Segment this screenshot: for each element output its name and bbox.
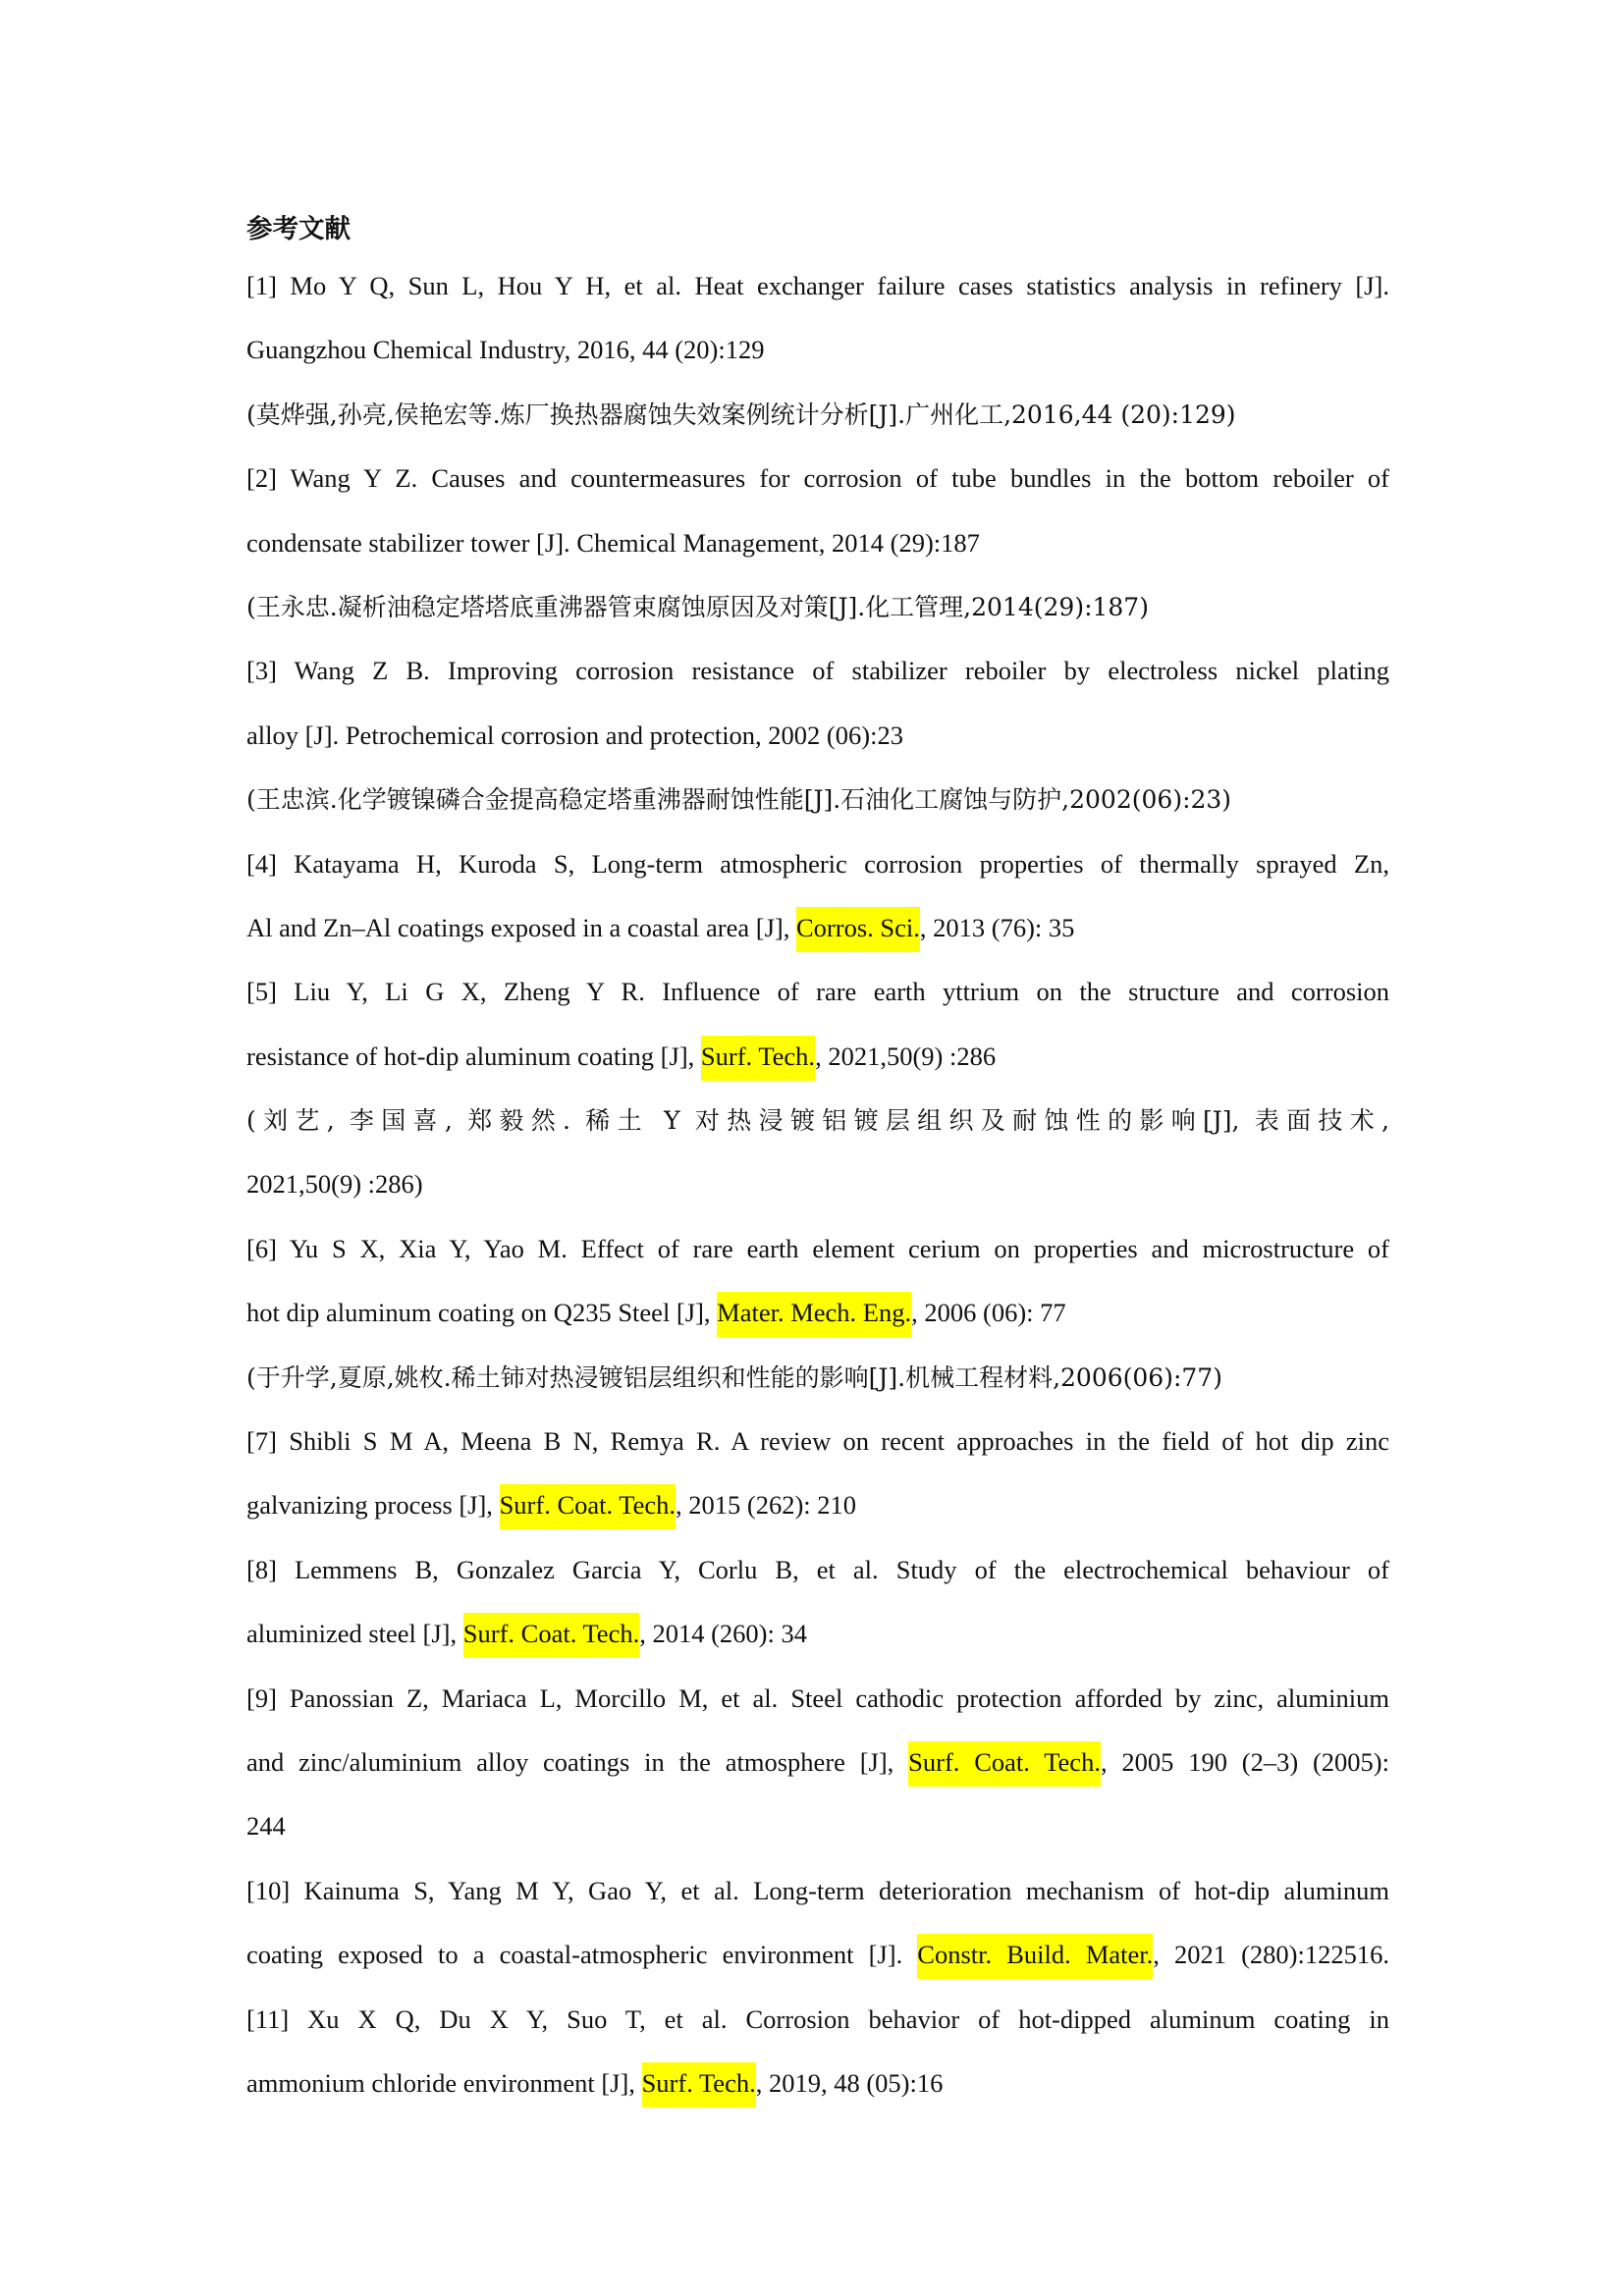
ref-8-line-1: [8] Lemmens B, Gonzalez Garcia Y, Corlu B, et al. Study of the electrochemical behaviour of bbox=[246, 1554, 1389, 1584]
ref-5-text: resistance of hot-dip aluminum coating [J], bbox=[246, 1041, 701, 1071]
ref-8-text: aluminized steel [J], bbox=[246, 1619, 463, 1649]
ref-6-line-2 bbox=[246, 1281, 1389, 1345]
ref-5-line-1: [5] Liu Y, Li G X, Zheng Y R. Influence of rare earth yttrium on the structure and corrosion bbox=[246, 977, 1389, 1007]
ref-6-text: hot dip aluminum coating on Q235 Steel [J], bbox=[246, 1298, 718, 1328]
ref-5-line-2 bbox=[246, 1025, 1389, 1089]
references-page bbox=[246, 204, 1389, 2115]
ref-9-journal-highlight: Surf. Coat. Tech. bbox=[908, 1741, 1101, 1787]
ref-6-chinese: (于升学,夏原,姚枚.稀土铈对热浸镀铝层组织和性能的影响[J].机械工程材料,2006(06):77) bbox=[246, 1362, 1222, 1392]
ref-8-citation: , 2014 (260): 34 bbox=[639, 1619, 807, 1649]
ref-9-citation: , 2005 190 (2–3) (2005): bbox=[1100, 1746, 1389, 1777]
ref-10-journal-highlight: Constr. Build. Mater. bbox=[917, 1934, 1153, 1979]
ref-11-text: ammonium chloride environment [J], bbox=[246, 2067, 642, 2098]
ref-4-text: Al and Zn–Al coatings exposed in a coastal area [J], bbox=[246, 912, 796, 942]
ref-4-citation: , 2013 (76): 35 bbox=[919, 912, 1075, 942]
references-heading: 参考文献 bbox=[246, 214, 351, 243]
ref-4-line-2 bbox=[246, 896, 1389, 960]
ref-2-chinese: (王永忠.凝析油稳定塔塔底重沸器管束腐蚀原因及对策[J].化工管理,2014(29):187) bbox=[246, 592, 1149, 621]
ref-1-line-2: Guangzhou Chemical Industry, 2016, 44 (20):129 bbox=[246, 335, 765, 365]
ref-4-line-1: [4] Katayama H, Kuroda S, Long-term atmospheric corrosion properties of thermally sprayed Zn, bbox=[246, 848, 1389, 879]
ref-7-text: galvanizing process [J], bbox=[246, 1490, 500, 1521]
ref-7-line-1: [7] Shibli S M A, Meena B N, Remya R. A review on recent approaches in the field of hot dip zinc bbox=[246, 1426, 1389, 1457]
ref-7-line-2 bbox=[246, 1473, 1389, 1537]
ref-3-line-2: alloy [J]. Petrochemical corrosion and protection, 2002 (06):23 bbox=[246, 720, 903, 750]
ref-6-journal-highlight: Mater. Mech. Eng. bbox=[717, 1292, 911, 1337]
ref-11-journal-highlight: Surf. Tech. bbox=[642, 2062, 756, 2108]
ref-1-chinese: (莫烨强,孙亮,侯艳宏等.炼厂换热器腐蚀失效案例统计分析[J].广州化工,2016,44 (20):129) bbox=[246, 400, 1236, 429]
ref-4-journal-highlight: Corros. Sci. bbox=[796, 907, 920, 952]
ref-5-chinese-line-1: (刘艺, 李国喜, 郑毅然. 稀土 Y 对热浸镀铝镀层组织及耐蚀性的影响[J], 表面技术, bbox=[246, 1106, 1389, 1136]
ref-6-line-1: [6] Yu S X, Xia Y, Yao M. Effect of rare earth element cerium on properties and microstructure of bbox=[246, 1233, 1389, 1263]
ref-9-text: and zinc/aluminium alloy coatings in the atmosphere [J], bbox=[246, 1746, 909, 1777]
ref-10-line-1: [10] Kainuma S, Yang M Y, Gao Y, et al. Long-term deterioration mechanism of hot-dip aluminum bbox=[246, 1875, 1389, 1905]
ref-11-citation: , 2019, 48 (05):16 bbox=[755, 2067, 944, 2098]
ref-10-line-2 bbox=[246, 1923, 1389, 1987]
ref-7-journal-highlight: Surf. Coat. Tech. bbox=[500, 1484, 676, 1529]
ref-5-citation: , 2021,50(9) :286 bbox=[815, 1041, 997, 1071]
ref-9-line-3: 244 bbox=[246, 1811, 286, 1842]
ref-3-chinese: (王忠滨.化学镀镍磷合金提高稳定塔重沸器耐蚀性能[J].石油化工腐蚀与防护,2002(06):23) bbox=[246, 785, 1232, 815]
ref-9-line-1: [9] Panossian Z, Mariaca L, Morcillo M, et al. Steel cathodic protection afforded by zinc, aluminium bbox=[246, 1682, 1389, 1713]
ref-5-chinese-line-2: 2021,50(9) :286) bbox=[246, 1169, 423, 1200]
ref-10-text: coating exposed to a coastal-atmospheric environment [J]. bbox=[246, 1940, 918, 1970]
ref-6-citation: , 2006 (06): 77 bbox=[911, 1298, 1066, 1328]
ref-11-line-2 bbox=[246, 2052, 1389, 2115]
ref-3-line-1: [3] Wang Z B. Improving corrosion resistance of stabilizer reboiler by electroless nickel plating bbox=[246, 656, 1389, 686]
ref-9-line-2 bbox=[246, 1731, 1389, 1794]
ref-8-line-2 bbox=[246, 1602, 1389, 1666]
ref-5-journal-highlight: Surf. Tech. bbox=[701, 1036, 815, 1081]
ref-11-line-1: [11] Xu X Q, Du X Y, Suo T, et al. Corrosion behavior of hot-dipped aluminum coating in bbox=[246, 2003, 1389, 2034]
ref-2-line-1: [2] Wang Y Z. Causes and countermeasures for corrosion of tube bundles in the bottom reboiler of bbox=[246, 463, 1389, 494]
ref-7-citation: , 2015 (262): 210 bbox=[676, 1490, 857, 1521]
ref-1-line-1: [1] Mo Y Q, Sun L, Hou Y H, et al. Heat exchanger failure cases statistics analysis in refinery [J]. bbox=[246, 271, 1389, 300]
ref-2-line-2: condensate stabilizer tower [J]. Chemical Management, 2014 (29):187 bbox=[246, 527, 980, 558]
ref-10-citation: , 2021 (280):122516. bbox=[1153, 1940, 1389, 1970]
ref-8-journal-highlight: Surf. Coat. Tech. bbox=[463, 1613, 639, 1658]
